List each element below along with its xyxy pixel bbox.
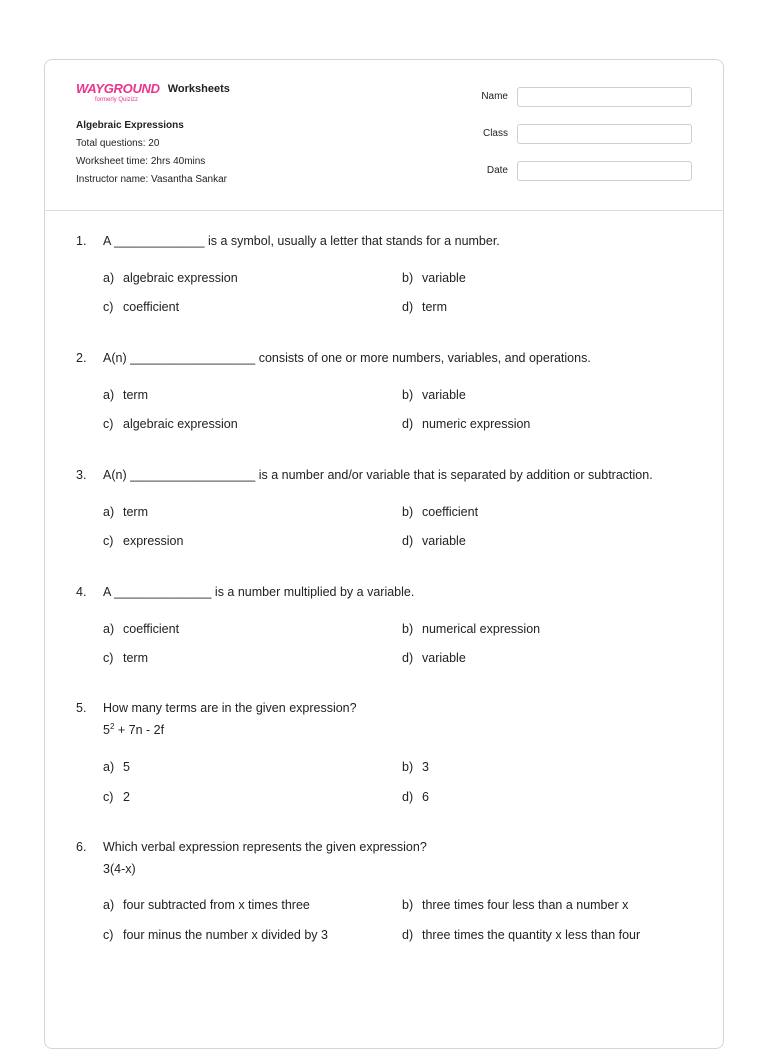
option-a[interactable] bbox=[103, 760, 130, 774]
option-text: variable bbox=[422, 271, 466, 285]
option-letter: b) bbox=[402, 505, 414, 519]
option-b[interactable] bbox=[402, 898, 628, 912]
option-letter: a) bbox=[103, 505, 115, 519]
option-letter: c) bbox=[103, 417, 114, 431]
option-a[interactable] bbox=[103, 388, 148, 402]
option-text: term bbox=[422, 300, 447, 314]
option-letter: c) bbox=[103, 928, 114, 942]
option-letter: a) bbox=[103, 760, 115, 774]
question-number: 6. bbox=[76, 840, 87, 854]
option-text: variable bbox=[422, 651, 466, 665]
option-text: numerical expression bbox=[422, 622, 541, 636]
option-d[interactable] bbox=[402, 651, 466, 665]
option-letter: b) bbox=[402, 388, 414, 402]
option-letter: b) bbox=[402, 760, 414, 774]
question-number: 2. bbox=[76, 351, 87, 365]
option-d[interactable] bbox=[402, 417, 530, 431]
option-text: 6 bbox=[422, 790, 429, 804]
section-title: Worksheets bbox=[167, 83, 230, 95]
option-letter: c) bbox=[103, 534, 114, 548]
option-text: expression bbox=[123, 534, 184, 548]
option-letter: d) bbox=[402, 417, 414, 431]
brand-logo bbox=[76, 81, 230, 103]
option-b[interactable] bbox=[402, 622, 540, 636]
option-d[interactable] bbox=[402, 300, 447, 314]
option-letter: b) bbox=[402, 622, 414, 636]
option-text: term bbox=[123, 651, 148, 665]
class-label: Class bbox=[482, 128, 508, 139]
instructor-name: Instructor name: Vasantha Sankar bbox=[76, 174, 228, 185]
total-questions: Total questions: 20 bbox=[76, 138, 160, 149]
date-label: Date bbox=[486, 165, 508, 176]
option-text: three times the quantity x less than four bbox=[422, 928, 641, 942]
option-text: 5 bbox=[123, 760, 130, 774]
question-text: A(n) __________________ is a number and/or variable that is separated by addition or subtraction. bbox=[103, 468, 653, 482]
option-a[interactable] bbox=[103, 898, 310, 912]
option-letter: a) bbox=[103, 622, 115, 636]
worksheet-time: Worksheet time: 2hrs 40mins bbox=[76, 156, 206, 167]
option-letter: a) bbox=[103, 388, 115, 402]
name-label: Name bbox=[481, 91, 508, 102]
worksheet-title: Algebraic Expressions bbox=[76, 120, 184, 131]
class-field[interactable] bbox=[517, 124, 692, 144]
option-letter: c) bbox=[103, 790, 114, 804]
option-text: 2 bbox=[123, 790, 130, 804]
expression-rest: + 7n - 2f bbox=[114, 723, 165, 738]
option-letter: a) bbox=[103, 898, 115, 912]
question-number: 1. bbox=[76, 234, 87, 248]
option-text: four subtracted from x times three bbox=[123, 898, 310, 912]
option-letter: d) bbox=[402, 651, 414, 665]
option-b[interactable] bbox=[402, 271, 466, 285]
question-number: 5. bbox=[76, 701, 87, 715]
option-a[interactable] bbox=[103, 622, 179, 636]
expression-exponent: 2 bbox=[109, 722, 115, 731]
option-d[interactable] bbox=[402, 790, 429, 804]
option-d[interactable] bbox=[402, 928, 640, 942]
question-text: A(n) __________________ consists of one or more numbers, variables, and operations. bbox=[103, 351, 591, 365]
option-letter: b) bbox=[402, 271, 414, 285]
option-text: three times four less than a number x bbox=[422, 898, 629, 912]
brand-logo-text: WAYGROUND bbox=[76, 81, 160, 96]
option-text: term bbox=[123, 388, 148, 402]
question-number: 4. bbox=[76, 585, 87, 599]
option-text: numeric expression bbox=[422, 417, 531, 431]
option-a[interactable] bbox=[103, 271, 238, 285]
option-text: four minus the number x divided by 3 bbox=[123, 928, 328, 942]
option-letter: d) bbox=[402, 534, 414, 548]
option-b[interactable] bbox=[402, 505, 478, 519]
question-text: A ______________ is a number multiplied by a variable. bbox=[103, 585, 415, 599]
option-c[interactable] bbox=[103, 928, 328, 942]
date-field[interactable] bbox=[517, 161, 692, 181]
option-text: algebraic expression bbox=[123, 417, 238, 431]
name-field[interactable] bbox=[517, 87, 692, 107]
question-text: Which verbal expression represents the given expression? bbox=[103, 840, 427, 854]
option-c[interactable] bbox=[103, 534, 183, 548]
option-letter: c) bbox=[103, 651, 114, 665]
expression-base: 5 bbox=[103, 723, 110, 738]
question-text: How many terms are in the given expression? bbox=[103, 701, 357, 715]
question-expression bbox=[103, 722, 164, 737]
option-letter: a) bbox=[103, 271, 115, 285]
option-text: 3 bbox=[422, 760, 429, 774]
option-text: term bbox=[123, 505, 148, 519]
option-letter: b) bbox=[402, 898, 414, 912]
option-text: coefficient bbox=[123, 622, 180, 636]
option-c[interactable] bbox=[103, 790, 130, 804]
option-b[interactable] bbox=[402, 760, 429, 774]
option-a[interactable] bbox=[103, 505, 148, 519]
option-c[interactable] bbox=[103, 417, 238, 431]
option-letter: d) bbox=[402, 300, 414, 314]
question-expression: 3(4-x) bbox=[103, 862, 136, 876]
option-letter: d) bbox=[402, 790, 414, 804]
option-letter: d) bbox=[402, 928, 414, 942]
brand-subtitle: formerly Quizizz bbox=[95, 97, 139, 103]
question-number: 3. bbox=[76, 468, 87, 482]
option-c[interactable] bbox=[103, 651, 148, 665]
option-letter: c) bbox=[103, 300, 114, 314]
option-text: variable bbox=[422, 388, 466, 402]
worksheet-header bbox=[45, 60, 723, 211]
option-d[interactable] bbox=[402, 534, 466, 548]
option-text: coefficient bbox=[422, 505, 479, 519]
option-text: variable bbox=[422, 534, 466, 548]
question-text: A _____________ is a symbol, usually a letter that stands for a number. bbox=[103, 234, 500, 248]
worksheet-card bbox=[44, 59, 724, 1049]
option-text: coefficient bbox=[123, 300, 180, 314]
option-c[interactable] bbox=[103, 300, 179, 314]
option-b[interactable] bbox=[402, 388, 466, 402]
option-text: algebraic expression bbox=[123, 271, 238, 285]
